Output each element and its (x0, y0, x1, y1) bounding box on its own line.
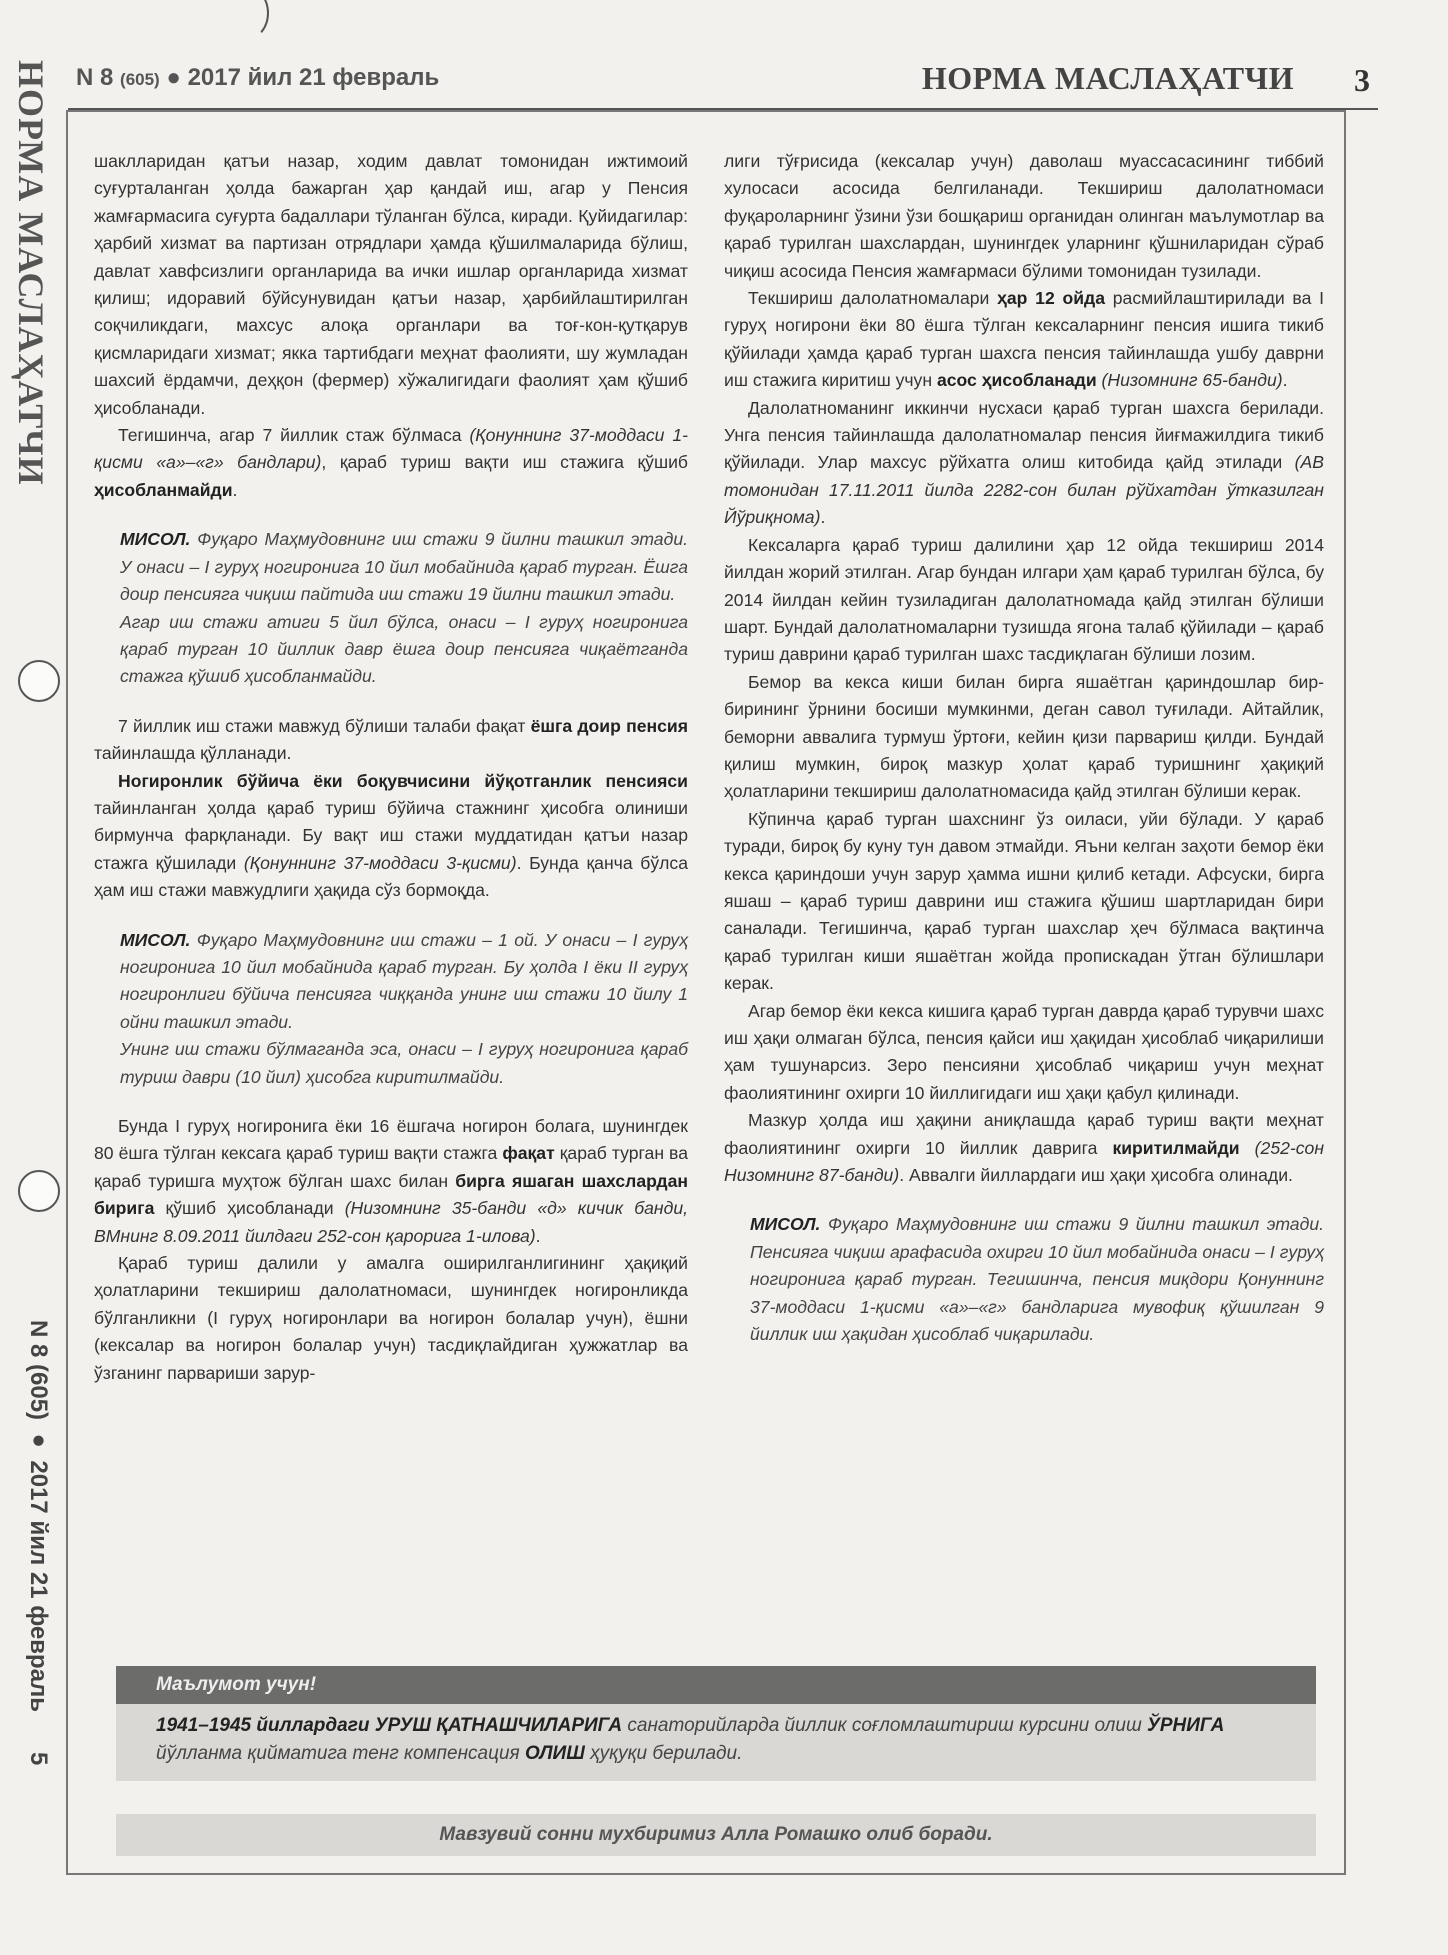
citation: (Қонуннинг 37-моддаси 3-қисми) (243, 852, 517, 873)
paragraph (94, 768, 688, 905)
bold-text: фақат (502, 1143, 555, 1164)
bold-text: ОЛИШ (524, 1743, 585, 1764)
citation: (Низомнинг 65-банди) (1101, 370, 1283, 391)
side-issue-line (12, 1320, 52, 1880)
paragraph (94, 422, 688, 504)
example-label: МИСОЛ. (750, 1214, 821, 1235)
paragraph: Бемор ва кекса киши билан бирга яшаётган қариндошлар бир-бирининг ўрнини босиши мумкинми, деган савол туғилади. Айтайлик, беморни аввалига турмуш ўртоғи, кейин қизи парвариш қилди. Бундай қилиш мумкин, бироқ мазкур ҳолат қараб туришнинг ҳақиқий ҳолатларини текшириш далолатномасида қайд этилган бўлиши керак. (724, 671, 1324, 802)
text: Текшириш далолатномалари (748, 288, 998, 309)
bold-text: ЎРНИГА (1147, 1715, 1225, 1736)
example-paragraph: Унинг иш стажи бўлмаганда эса, онаси – I гуруҳ ногиронига қараб туриш даври (10 йил) ҳисобга киритилмайди. (120, 1039, 688, 1087)
text (1240, 1138, 1255, 1158)
side-issue-text: N 8 (605) ● 2017 йил 21 февраль (25, 1320, 52, 1713)
paragraph: Кексаларга қараб туриш далилини ҳар 12 ойда текшириш 2014 йилдан жорий этилган. Агар бундан илгари ҳам қараб турилган бўлса, бу 2014 йилдан кейин тузиладиган далолатномада қайд этилган бўлиши шарт. Бундай далолатномаларни тузишда ягона талаб қўйилади – қараб туриш даврини қараб турилган шахс тасдиқлаган бўлиши лозим. (724, 534, 1324, 665)
left-column (94, 148, 688, 1387)
text: Фуқаро Маҳмудовнинг иш стажи – 1 ой. У онаси – I гуруҳ ногиронига 10 йил мобайнида қараб турган. Бу ҳолда I ёки II гуруҳ ногиронлиги бўйича пенсияга чиққанда унинг иш стажи 10 йилу 1 ойни ташкил этади. (120, 929, 688, 1032)
text: Далолатноманинг иккинчи нусхаси қараб турган шахсга берилади. Унга пенсия тайинлашда далолатномалар пенсия йиғмажилдига тикиб қўйилади. Улар махсус рўйхатга олиш китобида қайд этилади (724, 397, 1324, 473)
bold-text: ёшга доир пенсия (530, 715, 688, 736)
text: Фуқаро Маҳмудовнинг иш стажи 9 йилни ташкил этади. У онаси – I гуруҳ ногиронига 10 йил мобайнида қараб турган. Ёшга доир пенсияга чиқиш пайтида иш стажи 19 йилни ташкил этади. (120, 529, 688, 605)
paragraph: Кўпинча қараб турган шахснинг ўз оиласи, уйи бўлади. У қараб туради, бироқ бу куну тун давом этмайди. Яъни келган заҳоти бемор ёки кекса қариндоши учун зарур ҳамма ишни қилиб кетади. Афсуски, бирга яшаш – қараб туриш даврини иш стажига қўшиш шартларидан бири саналади. Тегишинча, қараб турган шахслар ҳеч бўлмаса вақтинча қараб турилган киши яшаётган жойда пропискадан ўтган бўлишлари керак. (724, 808, 1324, 994)
paragraph: лиги тўғрисида (кексалар учун) даволаш муассасасининг тиббий хулосаси асосида белгиланади. Текшириш далолатномаси фуқароларнинг ўзини ўзи бошқариш органидан олинган маълумотлар ва қараб турилган шахслардан, шунингдек уларнинг қўшниларидан сўраб чиқиш асосида Пенсия жамғармаси бўлими томонидан тузилади. (724, 151, 1324, 281)
citation: (Низомнинг 35-банди «д» кичик банди, ВМнинг 8.09.2011 йилдаги 252-сон қарорига 1-илова) (94, 1198, 689, 1246)
text: . (232, 479, 238, 500)
info-box (116, 1666, 1316, 1781)
text: . Бунда қанча бўлса ҳам иш стажи мавжудлиги ҳақида сўз бормоқда. (94, 852, 688, 901)
paragraph (724, 1107, 1324, 1189)
side-brand: НОРМА МАСЛАҲАТЧИ (11, 60, 51, 486)
example-block (724, 1211, 1324, 1348)
example-paragraph (750, 1211, 1324, 1348)
text: Тегишинча, агар 7 йиллик стаж бўлмаса (118, 425, 470, 446)
paragraph: Қараб туриш далили у амалга оширилганлигининг ҳақиқий ҳолатларини текшириш далолатномаси, шунингдек ногиронликда бўлганликни (I гуруҳ ногиронлари ва ногирон болалар учун), ёшни (кексалар ва ногирон болалар учун) тасдиқлайдиган ҳужжатлар ва ўзганинг парвариши зарур- (94, 1253, 688, 1383)
citation: (Қонуннинг 37-моддаси 1-қисми «а»–«г» бандлари) (94, 425, 689, 473)
text: санаторийларда йиллик соғломлаштириш курсини олиш (622, 1715, 1147, 1736)
punch-hole-top (18, 660, 60, 702)
paragraph: Агар бемор ёки кекса кишига қараб турган даврда қараб турувчи шахс иш ҳақи олмаган бўлса, пенсия қайси иш ҳақидан ҳисоблаб чиқарилиши ҳам тушунарсиз. Зеро пенсияни ҳисоблаб чиқариш учун меҳнат фаолиятининг охирги 10 йиллигидаги иш ҳақи қабул қилинади. (724, 1000, 1324, 1103)
text: 7 йиллик иш стажи мавжуд бўлиши талаби фақат (118, 715, 531, 736)
issue-date: 2017 йил 21 февраль (187, 64, 440, 91)
page-number: 3 (1354, 62, 1370, 98)
text: қўшиб ҳисобланади (154, 1198, 345, 1219)
paragraph (94, 713, 688, 768)
citation: (АВ томонидан 17.11.2011 йилда 2282-сон билан рўйхатдан ўтказилган Йўриқнома) (724, 452, 1324, 528)
text: тайинлашда қўлланади. (94, 743, 292, 764)
paragraph (94, 1113, 688, 1250)
issue-info (76, 64, 439, 92)
bold-text: ҳар 12 ойда (997, 288, 1105, 309)
info-title: Маълумот учун! (116, 1666, 1316, 1704)
example-paragraph (120, 526, 688, 608)
citation: (252-сон Низомнинг 87-банди) (724, 1137, 1325, 1186)
issue-number: N 8 (76, 64, 114, 91)
text: йўлланма қийматига тенг компенсация (156, 1743, 525, 1764)
example-paragraph: Агар иш стажи атиги 5 йил бўлса, онаси – I гуруҳ ногиронига қараб турган 10 йиллик давр ёшга доир пенсияга чиқаётганда стажга қўшиб ҳисобланмайди. (120, 611, 688, 687)
text: расмийлаштирилади ва I гуруҳ ногирони ёки 80 ёшга тўлган кексаларнинг пенсия ишига тикиб қўйилади ҳамда қараб турган шахсга пенсия тайинлашда ушбу даврни иш стажига киритиш учун (724, 288, 1324, 391)
bullet-icon: ● (166, 64, 181, 91)
bold-text: ҳисобланмайди (94, 479, 233, 500)
page-header (68, 58, 1378, 110)
example-block (94, 526, 688, 690)
right-column (724, 148, 1324, 1370)
bold-text: киритилмайди (1112, 1137, 1240, 1158)
punch-curve (225, 0, 269, 40)
text: . Аввалги йиллардаги иш ҳақи ҳисобга олинади. (899, 1165, 1293, 1186)
text: тайинланган ҳолда қараб туриш бўйича стажнинг ҳисобга олиниши бирмунча фарқланади. Бу вақт иш стажи муддатидан қатъи назар стажга қўшилади (94, 797, 688, 873)
text: Мазкур ҳолда иш ҳақини аниқлашда қараб туриш вақти меҳнат фаолиятининг охирги 10 йиллик даврига (724, 1110, 1324, 1158)
bold-text: асос ҳисобланади (936, 370, 1097, 391)
side-page: 5 (25, 1752, 52, 1766)
info-text (156, 1712, 1286, 1768)
text: Бунда I гуруҳ ногиронига ёки 16 ёшгача ногирон болага, шунингдек 80 ёшга тўлган кексага қараб туриш вақти стажга (94, 1116, 688, 1164)
text: қараб турган ва қараб туришга муҳтож бўлган шахс билан (94, 1143, 688, 1191)
newspaper-title: НОРМА МАСЛАҲАТЧИ (921, 60, 1294, 96)
bold-text: Ногиронлик бўйича ёки боқувчисини йўқотганлик пенсияси (118, 770, 688, 791)
bold-text: 1941–1945 йиллардаги УРУШ ҚАТНАШЧИЛАРИГА (156, 1715, 623, 1736)
example-paragraph (120, 927, 688, 1037)
punch-hole-bottom (18, 1170, 60, 1212)
text: ҳуқуқи берилади. (584, 1743, 743, 1764)
text: . (535, 1225, 541, 1246)
example-label: МИСОЛ. (120, 529, 191, 550)
example-label: МИСОЛ. (120, 929, 191, 950)
bold-text: бирга яшаган шахслардан бирига (94, 1170, 688, 1219)
example-block (94, 927, 688, 1091)
paragraph (724, 285, 1324, 395)
paragraph (724, 395, 1324, 532)
text: , қараб туриш вақти иш стажига қўшиб (321, 452, 688, 473)
paragraph: шаклларидан қатъи назар, ходим давлат томонидан ижтимоий суғурталанган ҳолда бажарган ҳар қандай иш, агар у Пенсия жамғармасига суғурта бадаллари тўланган бўлса, киради. Қуйидагилар: ҳарбий хизмат ва партизан отрядлари ҳамда қўшилмаларида бўлиш, давлат хавфсизлиги органларида ва ички ишлар органларида хизмат қилиш; идоравий бўйсунувидан қатъи назар, ҳарбийлаштирилган соқчиликдаги, махсус алоқа органлари ва тоғ-кон-қутқарув қисмларидаги хизмат; якка тартибдаги меҳнат фаолияти, шу жумладан шахсий ёрдамчи, деҳқон (фермер) хўжалигидаги фаолият ҳам қўшиб ҳисобланади. (94, 151, 688, 418)
text: . (1282, 370, 1288, 391)
editor-credit: Мавзувий сонни мухбиримиз Алла Ромашко олиб боради. (116, 1814, 1316, 1856)
text: Фуқаро Маҳмудовнинг иш стажи 9 йилни ташкил этади. Пенсияга чиқиш арафасида охирги 10 йил мобайнида онаси – I гуруҳ ногиронига қараб турган. Тегишинча, пенсия миқдори Қонуннинг 37-моддаси 1-қисми «а»–«г» бандларига мувофиқ қўшилган 9 йиллик иш ҳақидан ҳисоблаб чиқарилади. (750, 1214, 1324, 1345)
issue-total: (605) (120, 70, 160, 89)
text: . (820, 507, 826, 528)
